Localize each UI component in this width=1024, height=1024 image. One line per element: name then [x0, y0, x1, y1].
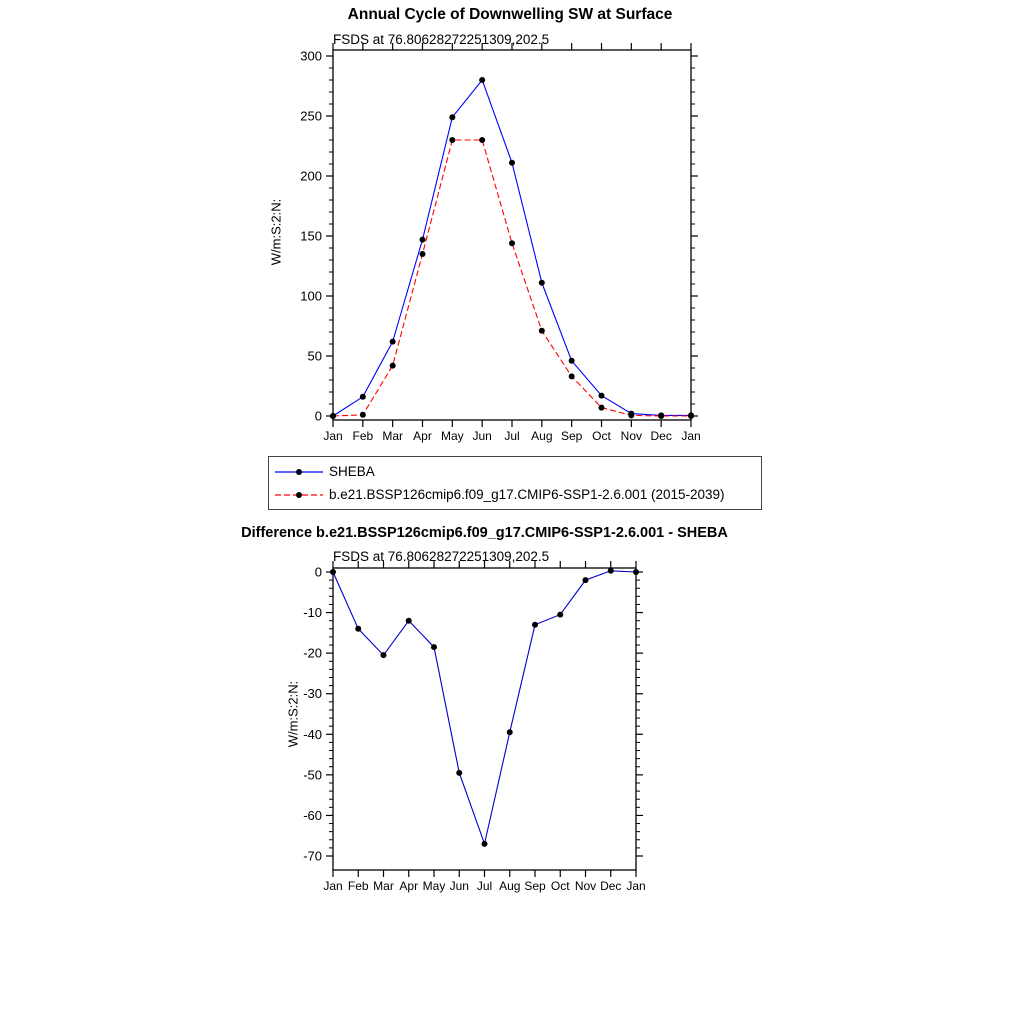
svg-text:Mar: Mar [373, 879, 394, 893]
svg-text:-10: -10 [303, 605, 322, 621]
svg-text:May: May [440, 429, 464, 443]
svg-text:Jan: Jan [323, 879, 343, 893]
svg-text:100: 100 [300, 288, 322, 304]
svg-text:Aug: Aug [499, 879, 521, 893]
legend-item [275, 460, 755, 483]
svg-text:May: May [422, 879, 446, 893]
svg-text:0: 0 [314, 564, 322, 580]
svg-text:200: 200 [300, 168, 322, 184]
svg-text:Jun: Jun [472, 429, 492, 443]
svg-text:300: 300 [300, 48, 322, 64]
legend-sample-line-sheba [275, 465, 323, 479]
svg-text:Feb: Feb [347, 879, 369, 893]
svg-text:Jul: Jul [504, 429, 520, 443]
svg-text:Aug: Aug [531, 429, 553, 443]
svg-text:50: 50 [307, 348, 322, 364]
svg-text:250: 250 [300, 108, 322, 124]
legend-item-label: b.e21.BSSP126cmip6.f09_g17.CMIP6-SSP1-2.6.001 (2015-2039) [329, 487, 725, 502]
difference-line-chart [270, 560, 680, 905]
svg-text:-20: -20 [303, 645, 322, 661]
top-chart-y-axis-label: W/m:S:2:N: [268, 198, 284, 266]
legend [268, 456, 762, 510]
svg-text:150: 150 [300, 228, 322, 244]
svg-text:Jan: Jan [323, 429, 343, 443]
svg-text:-40: -40 [303, 726, 322, 742]
svg-text:Mar: Mar [382, 429, 404, 443]
legend-item-label: SHEBA [329, 464, 375, 479]
svg-text:Jan: Jan [626, 879, 646, 893]
bottom-chart-subtitle: FSDS at 76.80628272251309,202.5 [333, 549, 550, 564]
svg-text:Dec: Dec [600, 879, 622, 893]
svg-text:0: 0 [314, 408, 322, 424]
svg-text:-60: -60 [303, 807, 322, 823]
svg-text:Dec: Dec [650, 429, 672, 443]
top-chart-title: Annual Cycle of Downwelling SW at Surface [347, 6, 673, 23]
top-chart-subtitle: FSDS at 76.80628272251309,202.5 [333, 32, 550, 47]
svg-text:Oct: Oct [592, 429, 611, 443]
svg-text:-50: -50 [303, 767, 322, 783]
svg-text:Jan: Jan [681, 429, 701, 443]
svg-text:Jun: Jun [449, 879, 469, 893]
legend-item [275, 483, 755, 506]
svg-text:Sep: Sep [560, 429, 583, 443]
bottom-chart-title: Difference b.e21.BSSP126cmip6.f09_g17.CMIP6-SSP1-2.6.001 - SHEBA [241, 525, 728, 541]
svg-text:-30: -30 [303, 686, 322, 702]
svg-text:Sep: Sep [524, 879, 546, 893]
svg-text:Apr: Apr [399, 879, 419, 893]
svg-text:Apr: Apr [413, 429, 432, 443]
legend-sample-line-model [275, 488, 323, 502]
annual-cycle-line-chart [270, 42, 710, 448]
svg-text:Jul: Jul [476, 879, 493, 893]
svg-text:Feb: Feb [352, 429, 374, 443]
bottom-chart-y-axis-label: W/m:S:2:N: [285, 680, 301, 748]
svg-text:Nov: Nov [574, 879, 597, 893]
svg-text:-70: -70 [303, 848, 322, 864]
svg-text:Nov: Nov [620, 429, 643, 443]
svg-text:Oct: Oct [550, 879, 570, 893]
